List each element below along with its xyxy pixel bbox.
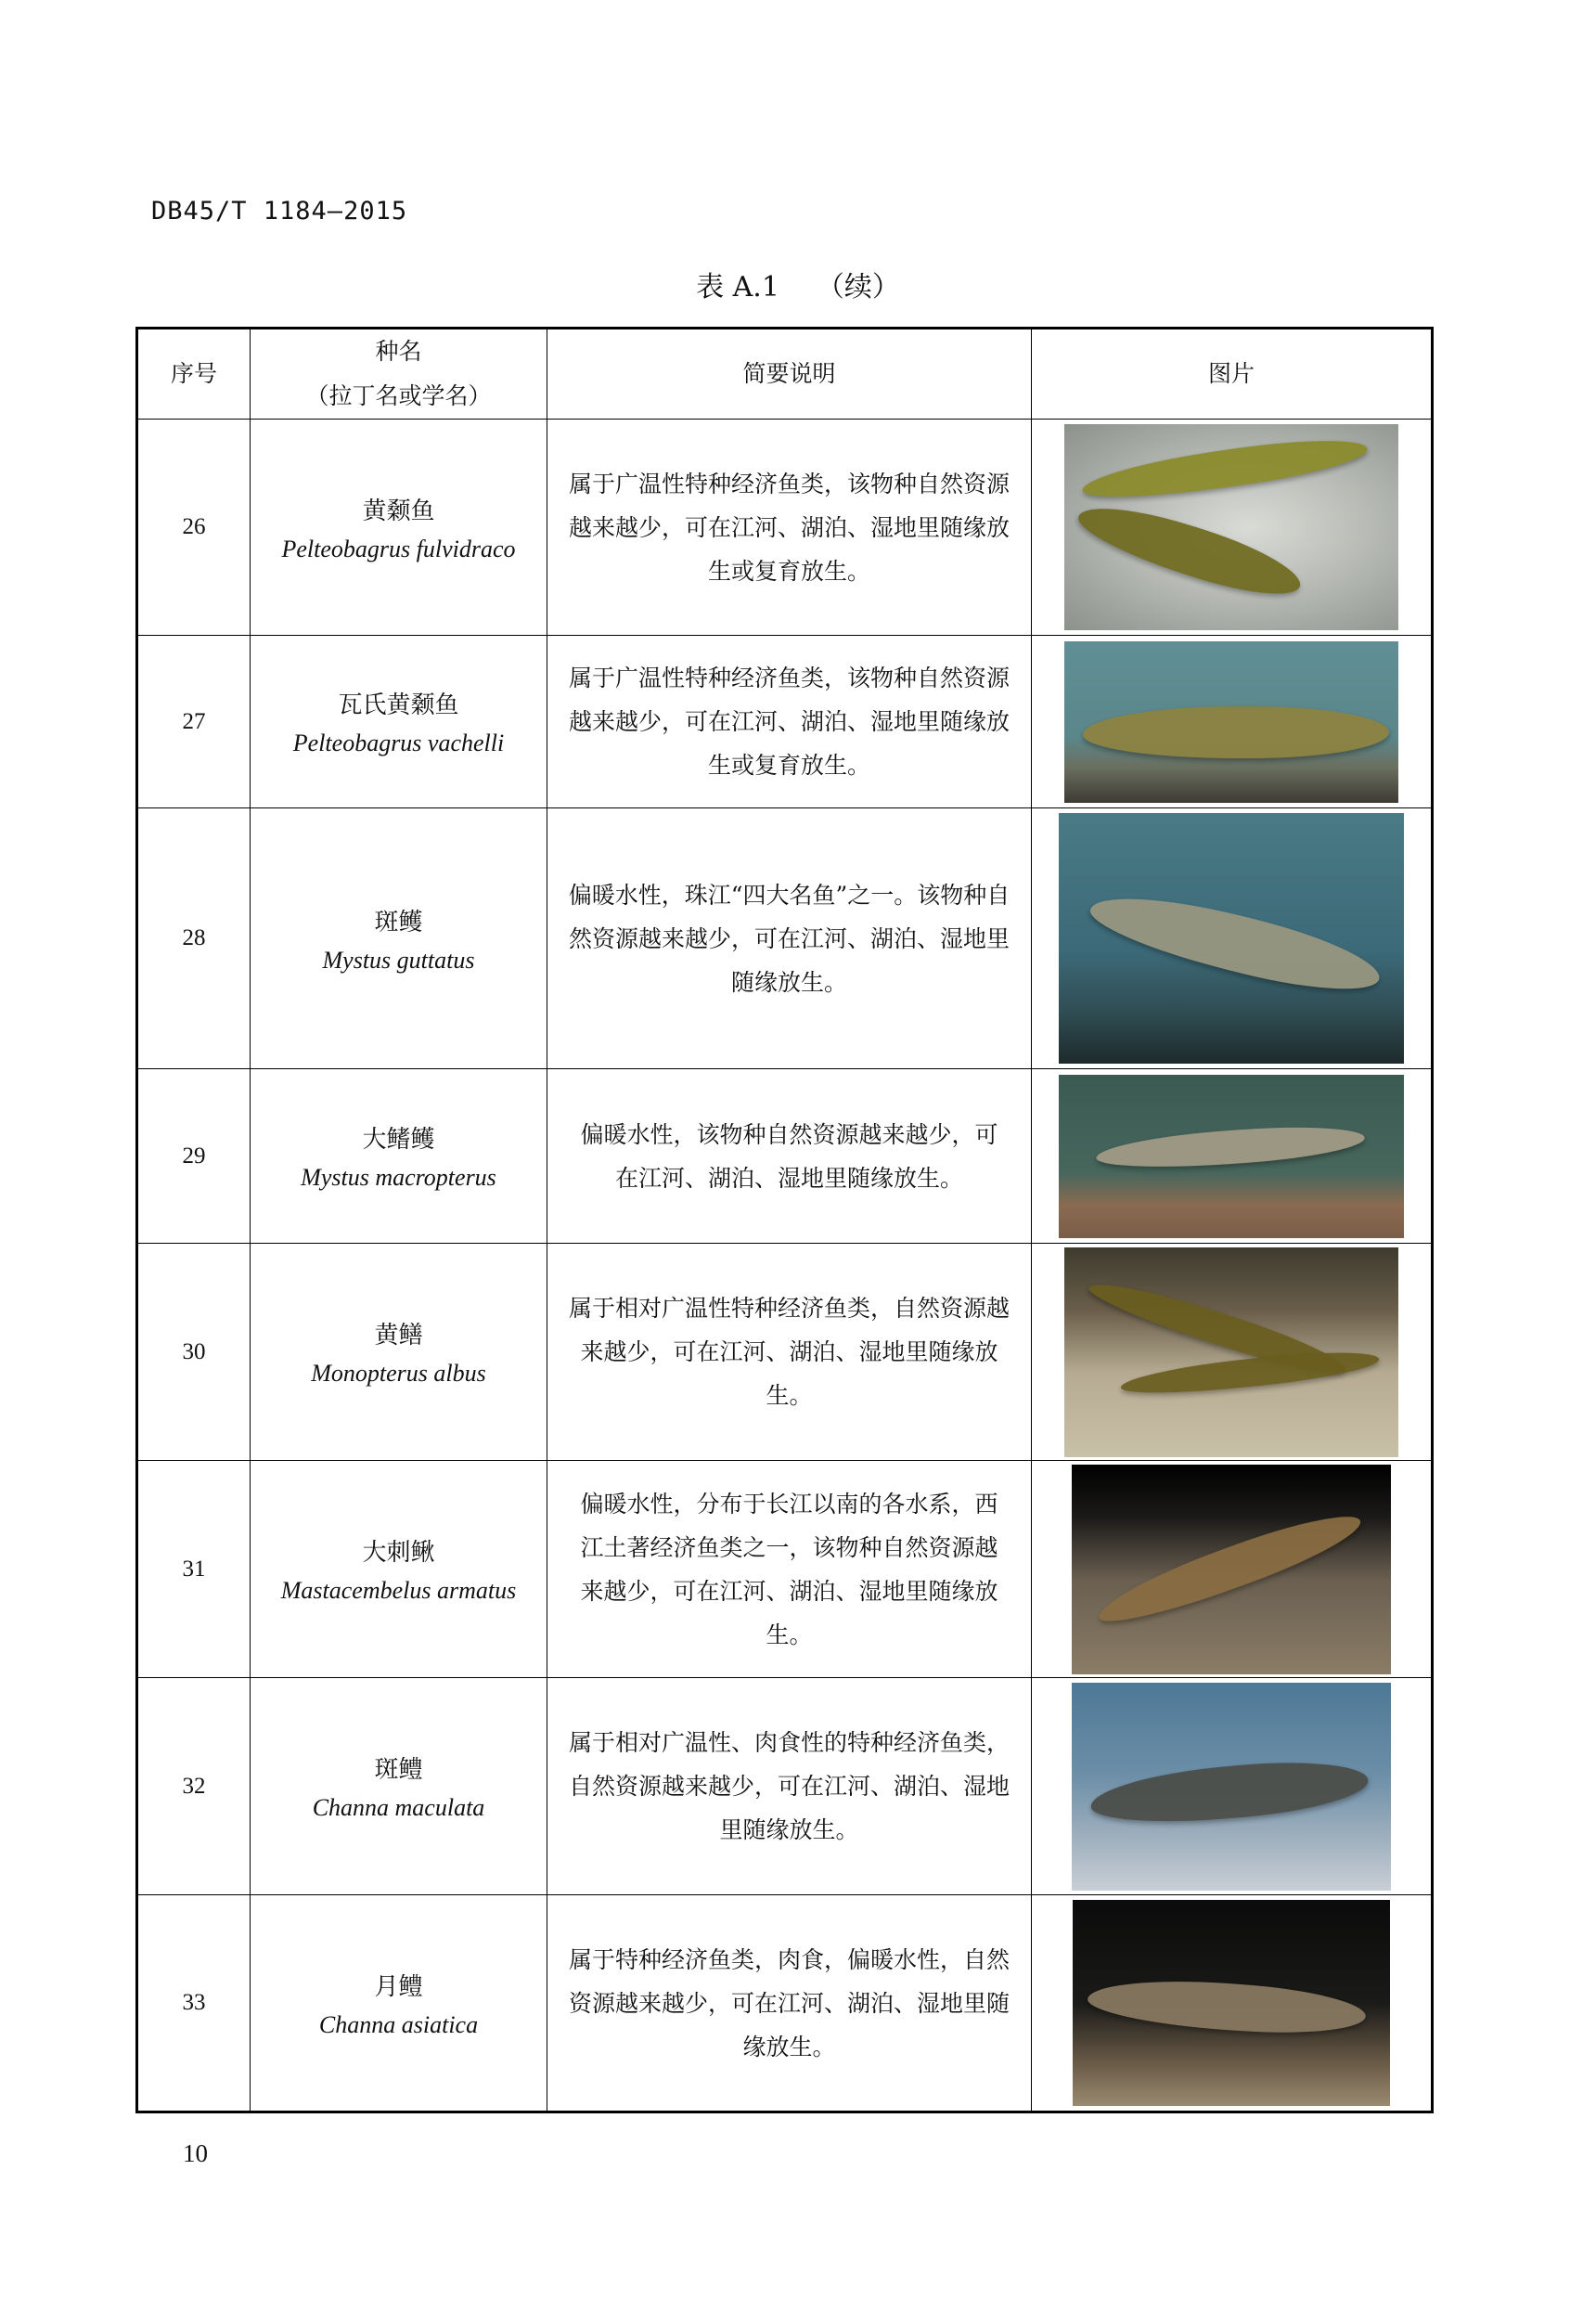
description-line: 偏暖水性，该物种自然资源越来越少，可 xyxy=(580,1120,998,1148)
row-number: 33 xyxy=(137,1895,251,2112)
species-name-cell xyxy=(251,1461,547,1678)
description-line: 属于特种经济鱼类，肉食，偏暖水性，自然 xyxy=(568,1945,1010,1973)
row-number: 29 xyxy=(137,1069,251,1244)
description-line: 资源越来越少，可在江河、湖泊、湿地里随 xyxy=(568,1989,1010,2017)
species-name-cell xyxy=(251,1678,547,1895)
col-header-name xyxy=(251,329,547,420)
table-row xyxy=(137,1461,1433,1678)
species-chinese-name: 大鳍鳠 xyxy=(362,1126,435,1154)
species-image-cell xyxy=(1032,1678,1433,1895)
table-row xyxy=(137,1244,1433,1461)
fish-shape xyxy=(1083,706,1389,758)
species-name-cell xyxy=(251,1069,547,1244)
species-latin-name: Mastacembelus armatus xyxy=(280,1577,517,1604)
vachell-catfish-photo xyxy=(1064,641,1398,803)
header-row xyxy=(137,329,1433,420)
description-line: 偏暖水性，珠江“四大名鱼”之一。该物种自 xyxy=(568,881,1010,909)
species-latin-name: Pelteobagrus fulvidraco xyxy=(281,535,516,562)
species-name-cell xyxy=(251,636,547,808)
species-name-cell xyxy=(251,1895,547,2112)
col-header-name-line2: （拉丁名或学名） xyxy=(305,382,492,409)
species-description xyxy=(547,1895,1032,2112)
yellow-catfish-photo xyxy=(1064,424,1398,630)
species-name-cell xyxy=(251,1244,547,1461)
row-number: 30 xyxy=(137,1244,251,1461)
table-row xyxy=(137,808,1433,1069)
spotted-catfish-photo xyxy=(1059,813,1404,1064)
description-line: 属于相对广温性特种经济鱼类，自然资源越 xyxy=(568,1295,1010,1322)
species-latin-name: Monopterus albus xyxy=(311,1360,486,1387)
small-snakehead-photo xyxy=(1073,1900,1390,2106)
description-line: 属于广温性特种经济鱼类，该物种自然资源 xyxy=(568,470,1010,497)
species-description xyxy=(547,636,1032,808)
species-chinese-name: 斑鳢 xyxy=(374,1756,423,1784)
table-row xyxy=(137,1069,1433,1244)
description-line: 江土著经济鱼类之一，该物种自然资源越 xyxy=(580,1533,998,1561)
blotched-snakehead-photo xyxy=(1072,1683,1391,1891)
species-description xyxy=(547,1461,1032,1678)
species-chinese-name: 斑鳠 xyxy=(374,908,423,936)
row-number: 28 xyxy=(137,808,251,1069)
description-line: 然资源越来越少，可在江河、湖泊、湿地里 xyxy=(568,924,1010,952)
species-chinese-name: 月鳢 xyxy=(374,1972,423,2001)
table-title: 表 A.1 xyxy=(696,271,779,304)
species-name-cell xyxy=(251,420,547,636)
description-line: 生或复育放生。 xyxy=(707,752,870,779)
species-image-cell xyxy=(1032,1461,1433,1678)
col-header-no: 序号 xyxy=(137,329,251,420)
species-latin-name: Pelteobagrus vachelli xyxy=(292,730,505,756)
description-line: 属于广温性特种经济鱼类，该物种自然资源 xyxy=(568,665,1010,691)
species-description xyxy=(547,1069,1032,1244)
species-chinese-name: 黄颡鱼 xyxy=(362,497,435,525)
table-row xyxy=(137,1678,1433,1895)
row-number: 31 xyxy=(137,1461,251,1678)
fish-shape xyxy=(1084,880,1385,1006)
species-description xyxy=(547,1244,1032,1461)
fish-shape xyxy=(1087,1974,1368,2040)
spiny-eel-photo xyxy=(1072,1465,1391,1674)
species-image-cell xyxy=(1032,636,1433,808)
species-name-cell xyxy=(251,808,547,1069)
row-number: 32 xyxy=(137,1678,251,1895)
swamp-eel-photo xyxy=(1064,1247,1398,1457)
description-line: 里随缘放生。 xyxy=(719,1816,859,1843)
largefin-catfish-photo xyxy=(1059,1075,1404,1238)
species-table xyxy=(135,327,1434,2113)
description-line: 来越少，可在江河、湖泊、湿地里随缘放生。 xyxy=(580,1338,998,1409)
description-line: 来越少，可在江河、湖泊、湿地里随缘放 xyxy=(580,1577,998,1605)
table-caption xyxy=(0,264,1596,304)
species-image-cell xyxy=(1032,1069,1433,1244)
table-continued-label: （续） xyxy=(816,271,900,304)
species-image-cell xyxy=(1032,808,1433,1069)
fish-shape xyxy=(1095,1120,1366,1172)
description-line: 属于相对广温性、肉食性的特种经济鱼类， xyxy=(568,1729,1010,1756)
description-line: 在江河、湖泊、湿地里随缘放生。 xyxy=(614,1164,963,1192)
fish-shape xyxy=(1088,1754,1371,1830)
col-header-image: 图片 xyxy=(1032,329,1433,420)
table-row xyxy=(137,636,1433,808)
col-header-name-line1: 种名 xyxy=(375,338,422,365)
description-line: 随缘放生。 xyxy=(730,968,847,996)
description-line: 生。 xyxy=(766,1621,813,1648)
species-image-cell xyxy=(1032,420,1433,636)
species-image-cell xyxy=(1032,1895,1433,2112)
table-row xyxy=(137,420,1433,636)
species-description xyxy=(547,808,1032,1069)
page-number: 10 xyxy=(183,2139,208,2167)
description-line: 缘放生。 xyxy=(742,2033,836,2060)
species-chinese-name: 大刺鳅 xyxy=(362,1539,435,1567)
fish-shape xyxy=(1092,1502,1368,1635)
species-image-cell xyxy=(1032,1244,1433,1461)
row-number: 26 xyxy=(137,420,251,636)
species-latin-name: Channa maculata xyxy=(312,1794,485,1821)
description-line: 生或复育放生。 xyxy=(707,557,870,585)
row-number: 27 xyxy=(137,636,251,808)
document-code: DB45/T 1184—2015 xyxy=(151,197,408,226)
col-header-desc: 简要说明 xyxy=(547,329,1032,420)
species-latin-name: Channa asiatica xyxy=(318,2010,479,2038)
description-line: 偏暖水性，分布于长江以南的各水系，西 xyxy=(580,1490,998,1518)
description-line: 自然资源越来越少，可在江河、湖泊、湿地 xyxy=(568,1773,1010,1800)
fish-shape xyxy=(1072,492,1307,610)
description-line: 越来越少，可在江河、湖泊、湿地里随缘放 xyxy=(568,708,1010,735)
species-latin-name: Mystus macropterus xyxy=(301,1164,496,1191)
description-line: 越来越少，可在江河、湖泊、湿地里随缘放 xyxy=(568,513,1010,541)
table-row xyxy=(137,1895,1433,2112)
species-latin-name: Mystus guttatus xyxy=(322,946,475,974)
species-chinese-name: 瓦氏黄颡鱼 xyxy=(338,691,459,719)
species-description xyxy=(547,1678,1032,1895)
species-description xyxy=(547,420,1032,636)
species-chinese-name: 黄鳝 xyxy=(374,1322,423,1350)
fish-shape xyxy=(1080,431,1371,508)
